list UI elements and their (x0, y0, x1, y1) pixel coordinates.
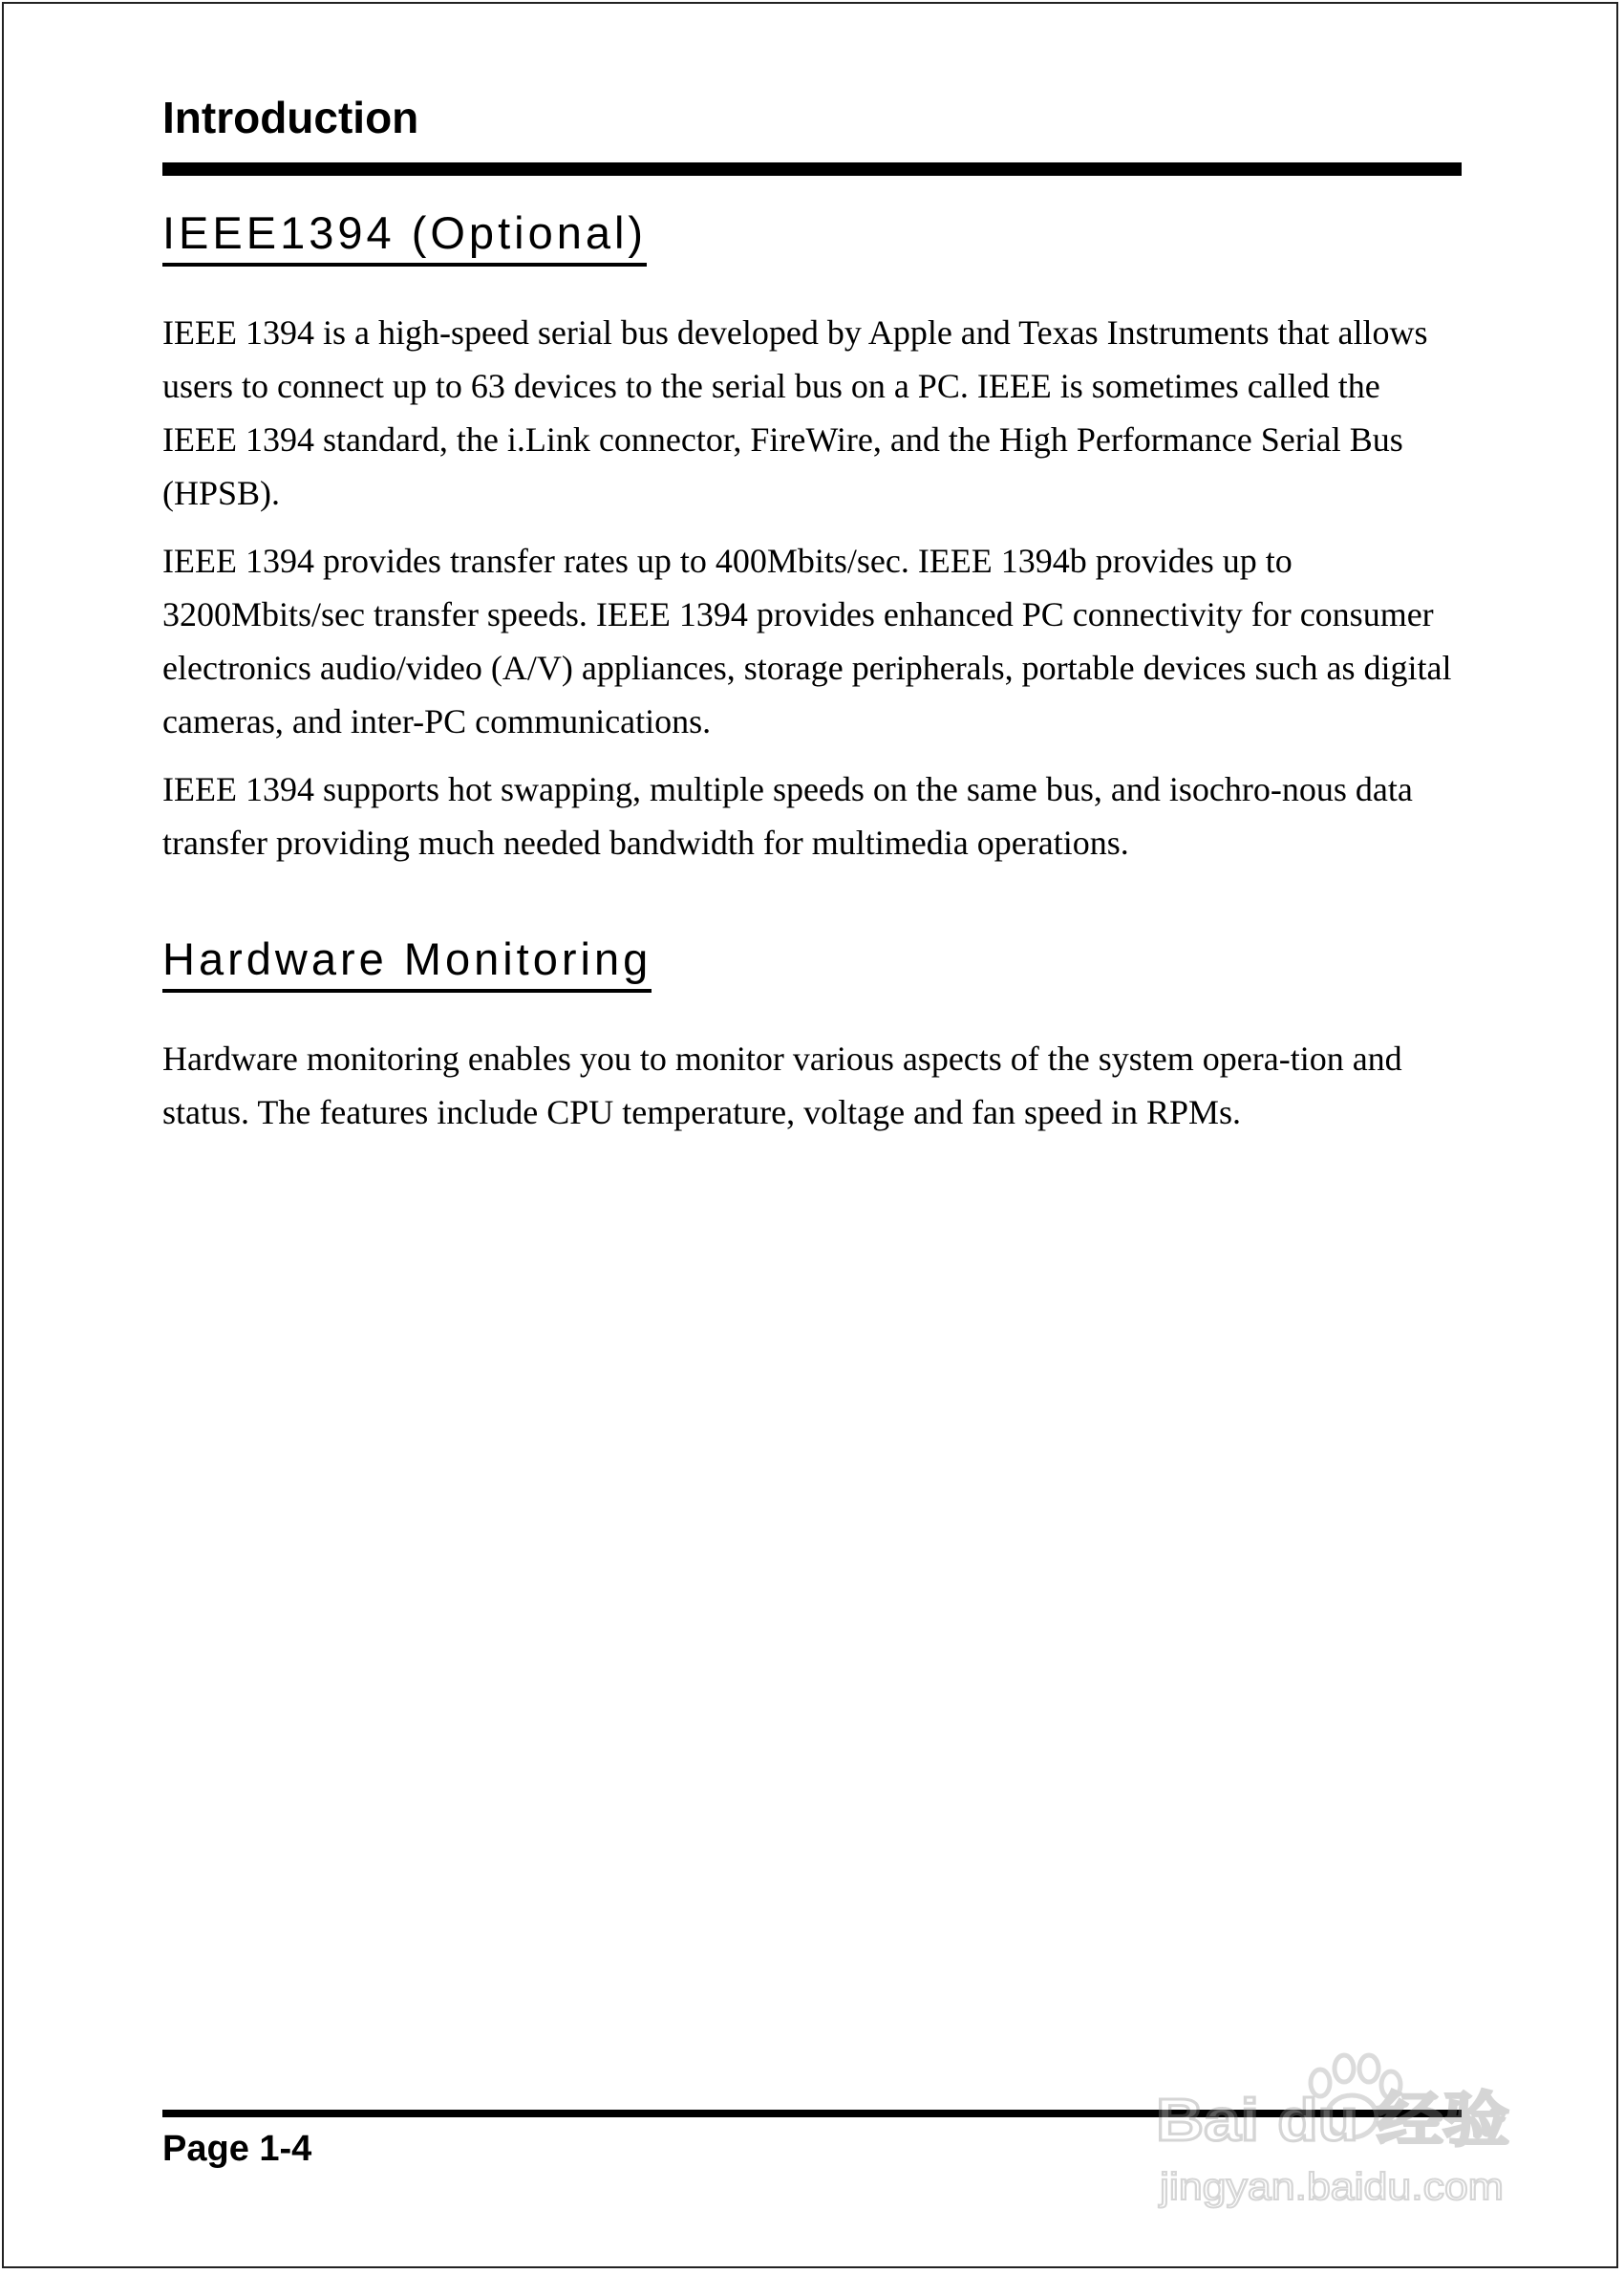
section-heading-hardware-monitoring: Hardware Monitoring (162, 936, 652, 993)
section-body-hardware-monitoring (162, 1032, 1462, 1153)
paragraph: IEEE 1394 provides transfer rates up to 400Mbits/sec. IEEE 1394b provides up to 3200Mbits/sec transfer speeds. IEEE 1394 provides enhanced PC connectivity for consumer electronics audio/video (A/V) appliances, storage peripherals, portable devices such as digital cameras, and inter-PC communications. (162, 542, 1452, 740)
chapter-title: Introduction (162, 93, 419, 142)
watermark-url: jingyan.baidu.com (1158, 2166, 1504, 2208)
section-body-ieee1394 (162, 306, 1462, 884)
baidu-watermark (1146, 2026, 1528, 2217)
paragraph: IEEE 1394 is a high-speed serial bus developed by Apple and Texas Instruments that allows users to connect up to 63 devices to the serial bus on a PC. IEEE is sometimes called the IEEE 1394 standard, the i.Link connector, FireWire, and the High Performance Serial Bus (HPSB). (162, 313, 1428, 512)
page-number: Page 1-4 (162, 2129, 312, 2169)
header-rule (162, 162, 1462, 176)
paragraph: IEEE 1394 supports hot swapping, multiple speeds on the same bus, and isochro-nous data transfer providing much needed bandwidth for multimedia operations. (162, 770, 1413, 862)
watermark-brand: Bai du 经验 (1156, 2088, 1509, 2154)
section-heading-ieee1394: IEEE1394 (Optional) (162, 210, 647, 267)
paragraph: Hardware monitoring enables you to monitor various aspects of the system opera-tion and status. The features include CPU temperature, voltage and fan speed in RPMs. (162, 1040, 1402, 1131)
